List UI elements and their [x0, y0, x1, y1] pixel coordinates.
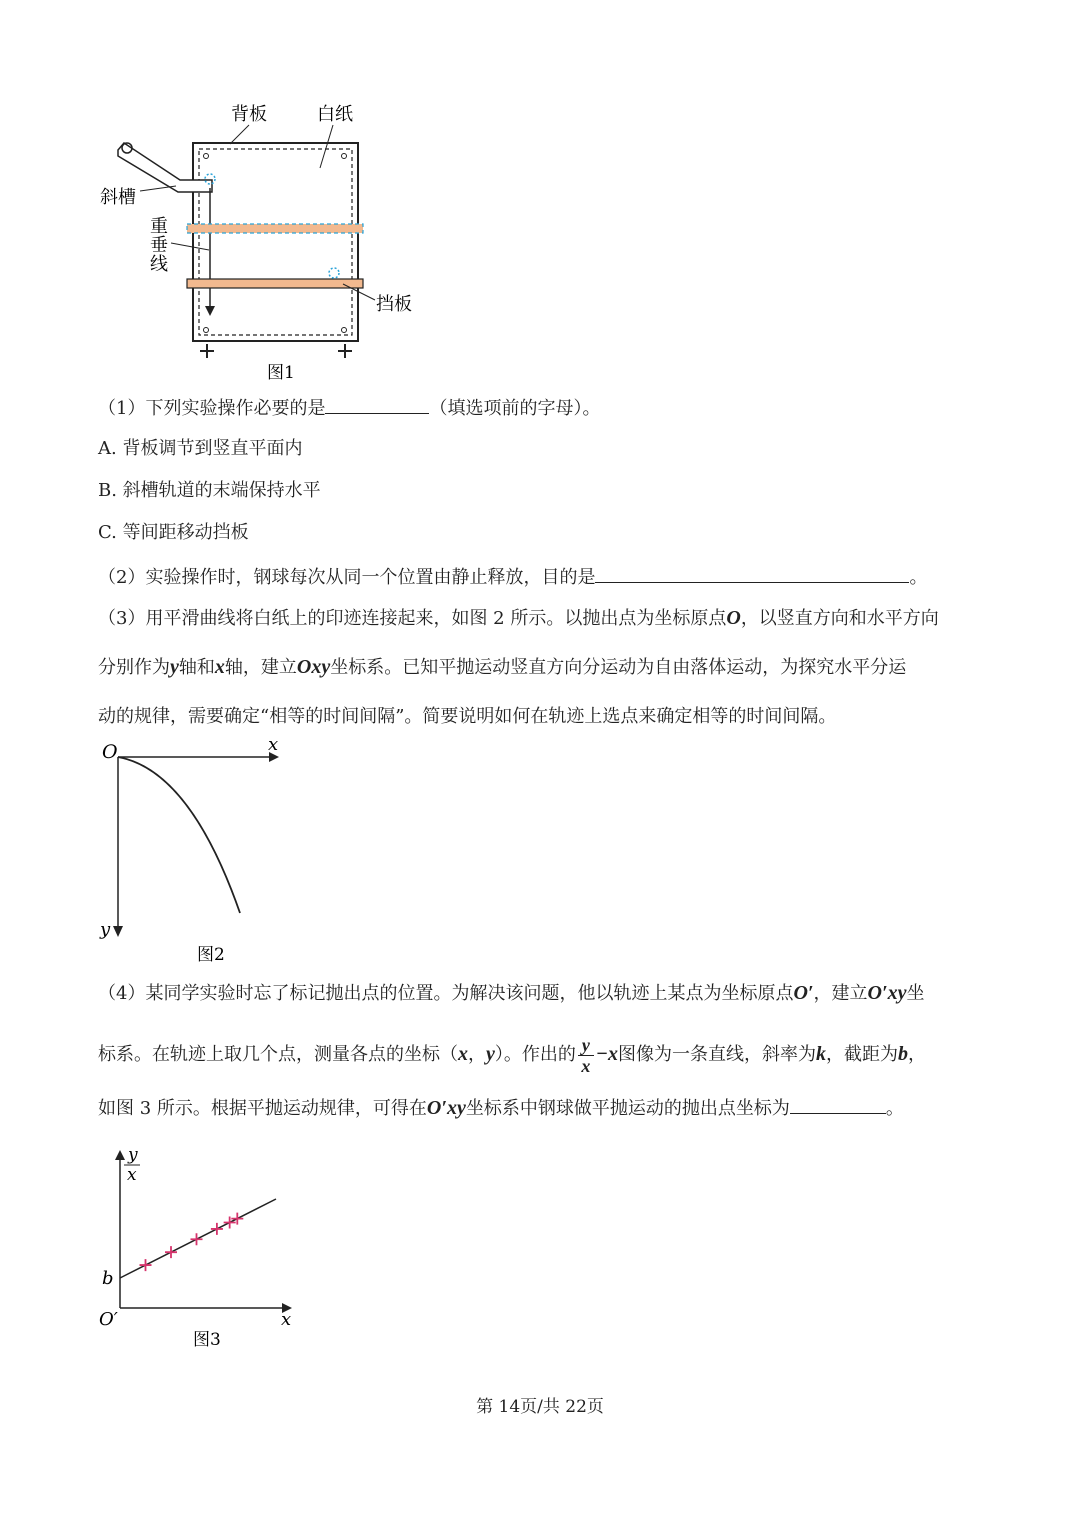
q4-line-3: 如图 3 所示。根据平抛运动规律，可得在O′xy坐标系中钢球做平抛运动的抛出点坐标为 。 [98, 1097, 904, 1119]
q3-line-1: （3）用平滑曲线将白纸上的印迹连接起来，如图 2 所示。以抛出点为坐标原点O，以竖直方向和水平方向 [98, 607, 939, 629]
q3-line-2: 分别作为y轴和x轴，建立Oxy坐标系。已知平抛运动竖直方向分运动为自由落体运动，为探究水平分运 [98, 656, 907, 678]
y-over-x-fraction: $\frac{y}{x}$ [578, 1035, 594, 1076]
figure-3-caption: 图3 [193, 1330, 221, 1350]
figure-2-caption: 图2 [197, 945, 225, 965]
figure-3-origin: O′ [99, 1309, 118, 1330]
label-plumb-3: 线 [150, 254, 168, 275]
q3-line-3: 动的规律，需要确定“相等的时间间隔”。简要说明如何在轨迹上选点来确定相等的时间间隔。 [98, 706, 837, 727]
q2-prompt: （2）实验操作时，钢球每次从同一个位置由静止释放，目的是 。 [98, 564, 927, 590]
label-white-paper: 白纸 [317, 104, 353, 125]
q1-option-a: A. 背板调节到竖直平面内 [98, 438, 303, 459]
label-baffle: 挡板 [376, 294, 412, 315]
white-paper [199, 149, 352, 335]
figure-3-y-den: x [127, 1165, 137, 1185]
figure-3-intercept-b: b [102, 1268, 114, 1289]
figure-3-x-label: x [281, 1309, 292, 1330]
page-number: 第 14页/共 22页 [476, 1397, 604, 1417]
ball-mark-icon [329, 268, 339, 278]
label-chute: 斜槽 [100, 187, 136, 208]
q1-prompt: （1）下列实验操作必要的是 （填选项前的字母）。 [98, 395, 600, 421]
figure-3 [95, 1140, 305, 1355]
data-point-marker [140, 1259, 152, 1271]
q4-answer-blank[interactable] [790, 1095, 886, 1114]
q1-option-b: B. 斜槽轨道的末端保持水平 [98, 480, 321, 501]
data-point-marker [191, 1233, 203, 1245]
q4-line-2: 标系。在轨迹上取几个点，测量各点的坐标（x，y）。作出的 $\frac{y}{x}$ −x图像为一条直线，斜率为k，截距为b， [98, 1034, 927, 1076]
figure-1-caption: 图1 [267, 363, 295, 383]
q1-option-c: C. 等间距移动挡板 [98, 522, 249, 543]
label-backboard: 背板 [231, 104, 267, 125]
backboard [193, 143, 358, 341]
figure-2-y-label: y [100, 919, 111, 940]
figure-2-x-label: x [268, 735, 279, 755]
q4-line-1: （4）某同学实验时忘了标记抛出点的位置。为解决该问题，他以轨迹上某点为坐标原点O′，建立O′xy坐 [98, 982, 925, 1004]
baffle [187, 279, 363, 288]
figure-2 [95, 735, 295, 970]
data-point-marker [211, 1223, 223, 1235]
data-point-marker [165, 1246, 177, 1258]
figure-3-y-num: y [128, 1145, 138, 1165]
trajectory-curve [118, 757, 240, 913]
q2-answer-blank[interactable] [595, 564, 909, 583]
label-plumb-2: 垂 [150, 235, 168, 256]
figure-2-origin: O [102, 741, 118, 763]
label-plumb-1: 重 [150, 216, 168, 237]
q1-answer-blank[interactable] [325, 395, 429, 414]
figure-1 [95, 95, 435, 390]
